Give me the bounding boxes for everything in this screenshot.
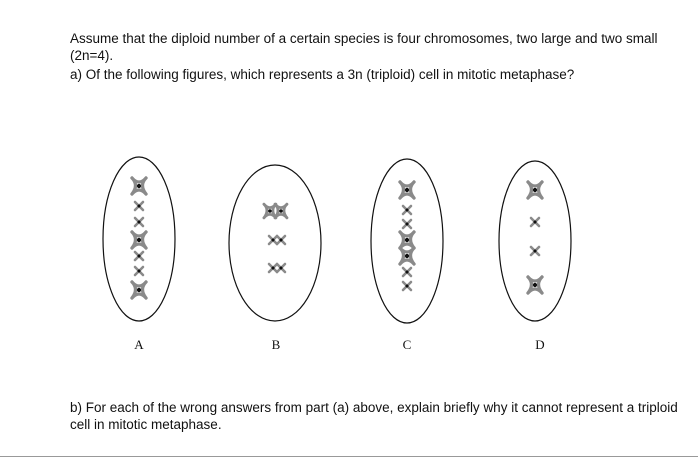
figure-label-b: B <box>271 337 281 352</box>
question-part-b: b) For each of the wrong answers from part (a) above, explain briefly why it cannot represent a triploid cell in mitotic metaphase. <box>70 400 678 432</box>
cell-figure-d <box>499 161 571 321</box>
cell-figure-c <box>371 159 443 323</box>
bottom-divider <box>0 456 698 457</box>
question-intro: Assume that the diploid number of a certain species is four chromosomes, two large and two small (2n=4). <box>70 31 658 63</box>
cell-figure-b <box>229 165 321 321</box>
figure-label-a: A <box>134 337 144 352</box>
figure-label-d: D <box>535 337 545 352</box>
figure-label-c: C <box>402 337 412 352</box>
cell-figure-a <box>103 157 175 321</box>
question-part-a: a) Of the following figures, which represents a 3n (triploid) cell in mitotic metaphase? <box>70 67 575 82</box>
